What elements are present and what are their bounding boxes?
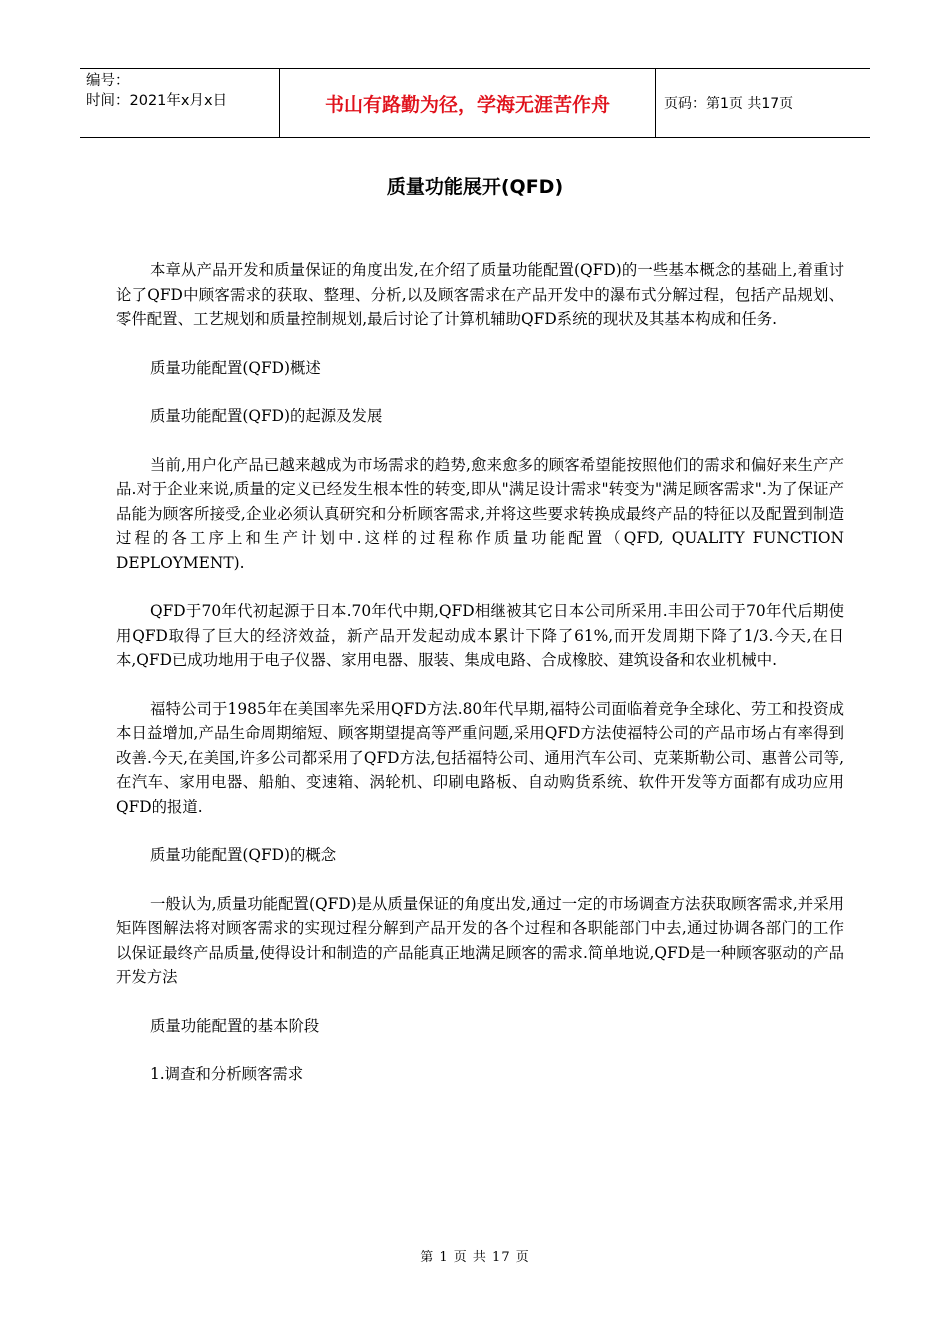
header-meta: [80, 69, 280, 137]
paragraph-definition: 一般认为,质量功能配置(QFD)是从质量保证的角度出发,通过一定的市场调查方法获取顾客需求,并采用矩阵图解法将对顾客需求的实现过程分解到产品开发的各个过程和各职能部门中去,通过协调各部门的工作以保证最终产品质量,使得设计和制造的产品能真正地满足顾客的需求.简单地说,QFD是一种顾客驱动的产品开发方法: [116, 894, 844, 986]
paragraph-intro: 本章从产品开发和质量保证的角度出发,在介绍了质量功能配置(QFD)的一些基本概念的基础上,着重讨论了QFD中顾客需求的获取、整理、分析,以及顾客需求在产品开发中的瀑布式分解过程，包括产品规划、零件配置、工艺规划和质量控制规划,最后讨论了计算机辅助QFD系统的现状及其基本构成和任务.: [116, 261, 844, 328]
heading-overview: 质量功能配置(QFD)概述: [150, 358, 321, 377]
paragraph-japan: QFD于70年代初起源于日本.70年代中期,QFD相继被其它日本公司所采用.丰田公司于70年代后期使用QFD取得了巨大的经济效益，新产品开发起动成本累计下降了61%,而开发周期下降了1/3.今天,在日本,QFD已成功地用于电子仪器、家用电器、服装、集成电路、合成橡胶、建筑设备和农业机械中.: [116, 602, 844, 669]
document-header: [80, 68, 870, 138]
document-body: [116, 258, 844, 1087]
heading-origin: 质量功能配置(QFD)的起源及发展: [150, 407, 383, 425]
heading-stages: 质量功能配置的基本阶段: [150, 1016, 320, 1035]
document-title: 质量功能展开(QFD): [386, 176, 564, 198]
page-footer: 第 1 页 共 17 页: [420, 1250, 530, 1265]
number-label: 编号：: [86, 73, 130, 89]
header-motto: 书山有路勤为径，学海无涯苦作舟: [280, 69, 656, 137]
paragraph-ford: 福特公司于1985年在美国率先采用QFD方法.80年代早期,福特公司面临着竞争全球化、劳工和投资成本日益增加,产品生命周期缩短、顾客期望提高等严重问题,采用QFD方法使福特公司的产品市场占有率得到改善.今天,在美国,许多公司都采用了QFD方法,包括福特公司、通用汽车公司、克莱斯勒公司、惠普公司等,在汽车、家用电器、船舶、变速箱、涡轮机、印刷电路板、自动购货系统、软件开发等方面都有成功应用QFD的报道.: [116, 699, 844, 816]
heading-step-1: 1.调查和分析顾客需求: [150, 1065, 304, 1083]
paragraph-current: 当前,用户化产品已越来越成为市场需求的趋势,愈来愈多的顾客希望能按照他们的需求和偏好来生产产品.对于企业来说,质量的定义已经发生根本性的转变,即从"满足设计需求"转变为"满足顾客需求".为了保证产品能为顾客所接受,企业必须认真研究和分析顾客需求,并将这些要求转换成最终产品的特征以及配置到制造过程的各工序上和生产计划中.这样的过程称作质量功能配置（QFD, QUALITY FUNCTION DEPLOYMENT).: [116, 455, 844, 572]
time-label: 时间：2021年x月x日: [86, 93, 228, 109]
header-page-info: 页码：第1页 共17页: [664, 96, 794, 112]
heading-concept: 质量功能配置(QFD)的概念: [150, 846, 337, 864]
